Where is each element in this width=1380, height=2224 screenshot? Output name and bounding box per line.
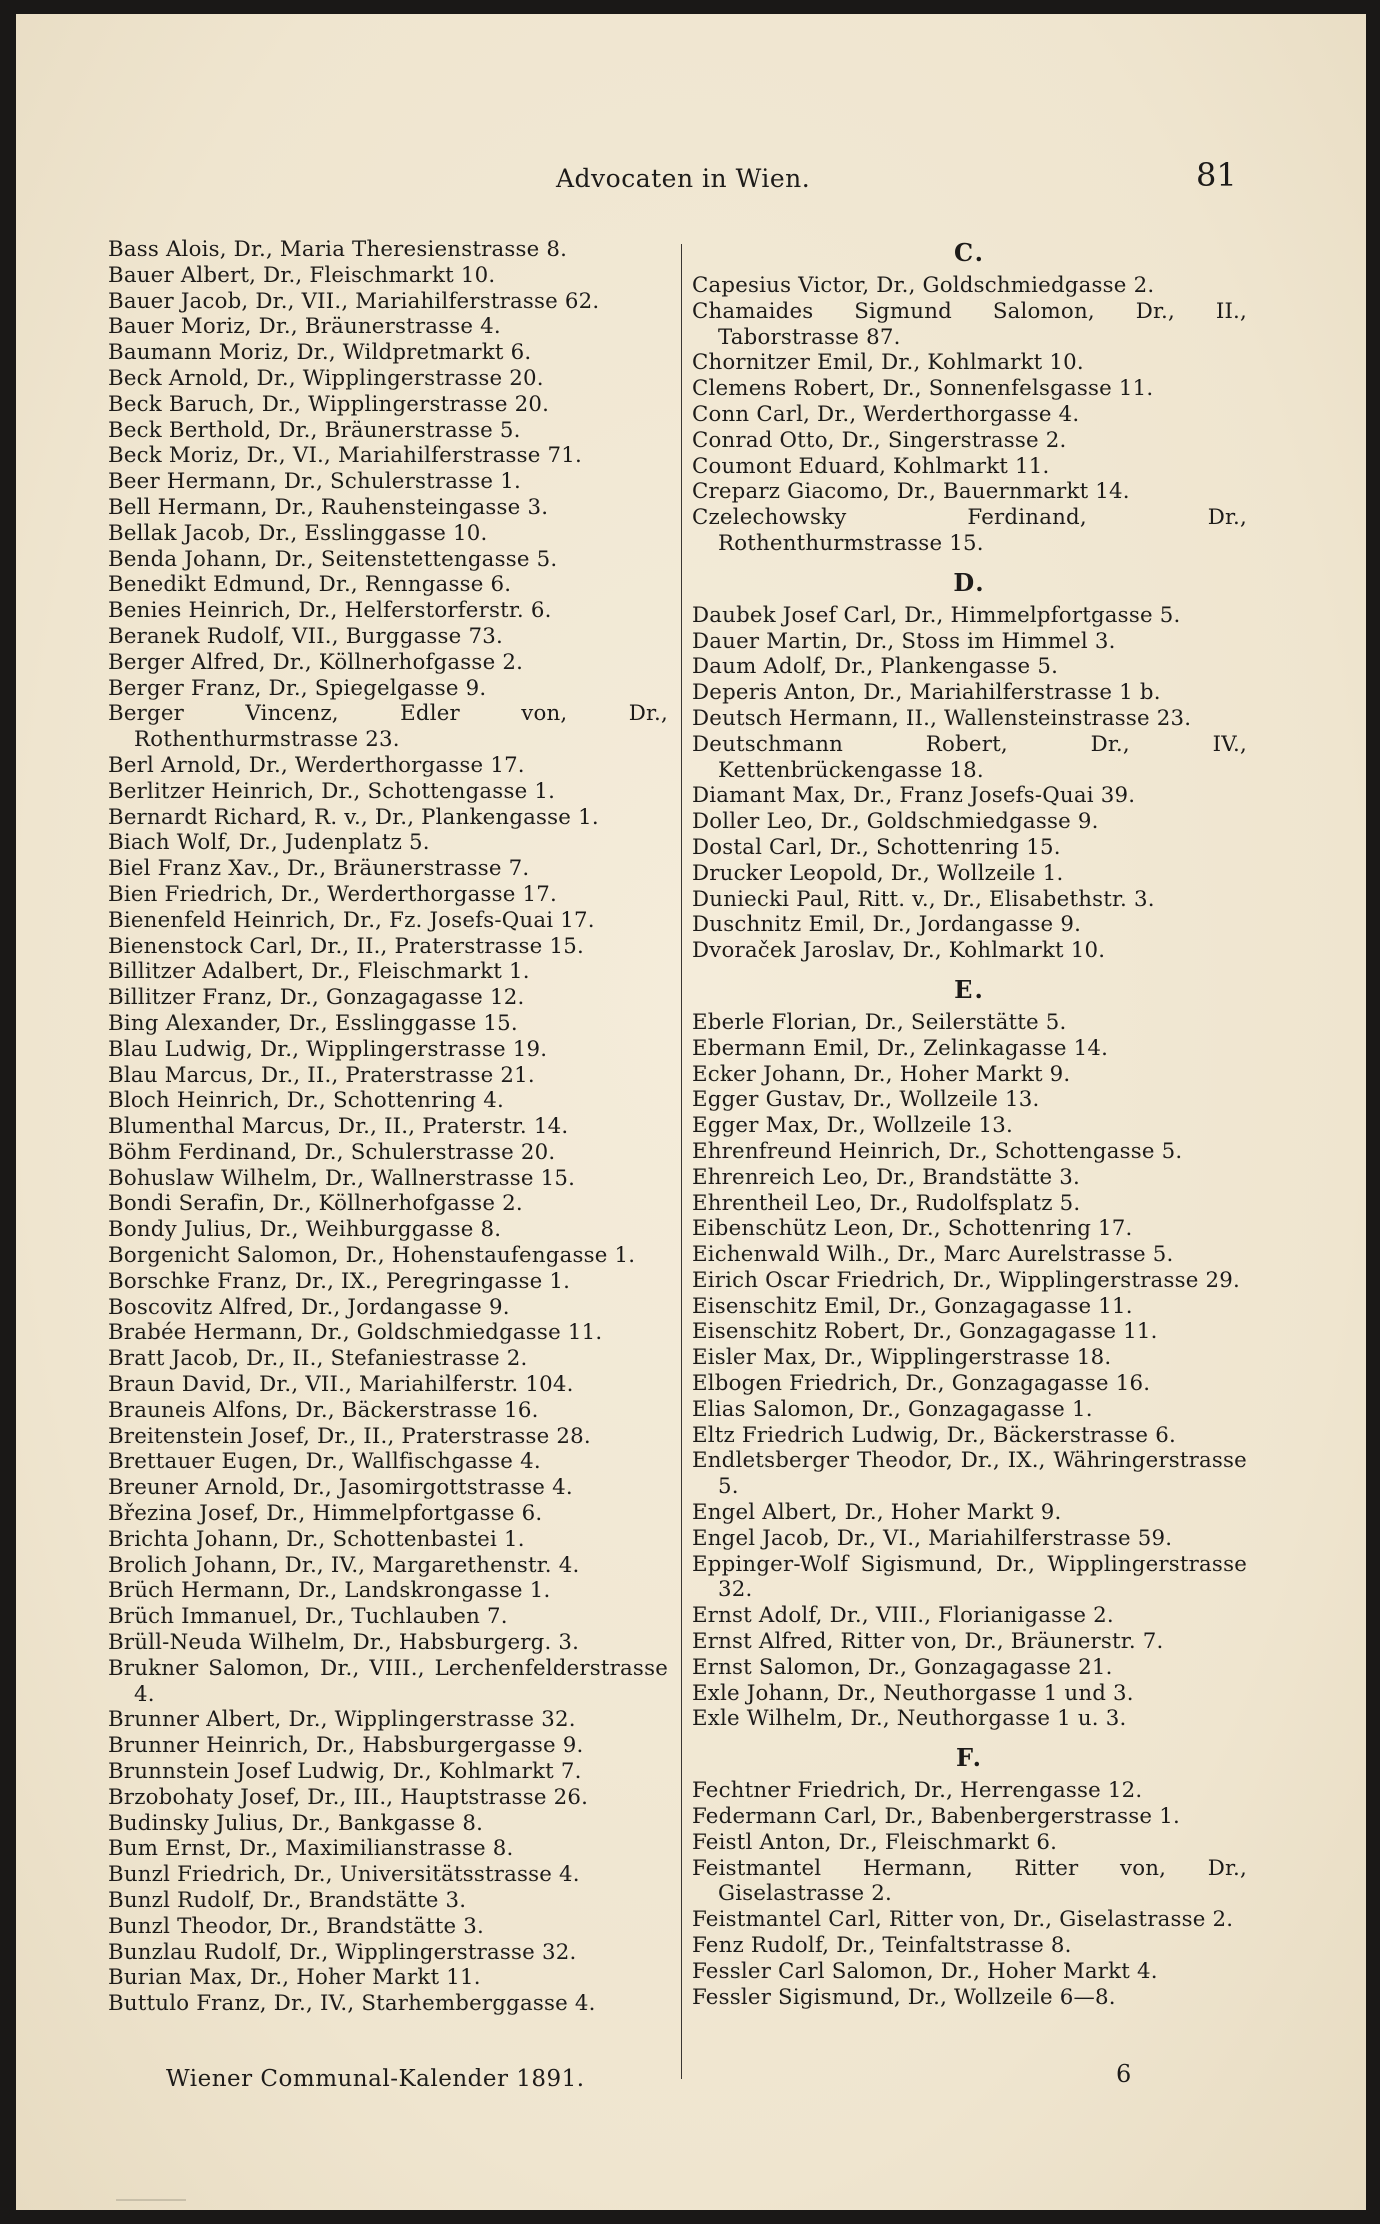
directory-entry: Brüch Hermann, Dr., Landskrongasse 1.	[108, 1578, 551, 1604]
page-title: Advocaten in Wien.	[556, 164, 811, 193]
directory-entry: Breuner Arnold, Dr., Jasomirgottstrasse 4.	[108, 1475, 573, 1501]
directory-entry: Eichenwald Wilh., Dr., Marc Aurelstrasse 5.	[692, 1242, 1174, 1268]
directory-entry: Bienenfeld Heinrich, Dr., Fz. Josefs-Quai 17.	[108, 907, 595, 933]
directory-entry: Bloch Heinrich, Dr., Schottenring 4.	[108, 1088, 504, 1114]
directory-entry: Benies Heinrich, Dr., Helferstorferstr. 6.	[108, 598, 552, 624]
directory-entry: Bunzl Rudolf, Dr., Brandstätte 3.	[108, 1888, 467, 1913]
directory-entry: Eberle Florian, Dr., Seilerstätte 5.	[692, 1009, 1067, 1035]
directory-entry: Brunnstein Josef Ludwig, Dr., Kohlmarkt 7.	[108, 1759, 582, 1785]
directory-entry: Benda Johann, Dr., Seitenstettengasse 5.	[108, 546, 558, 572]
directory-entry: Bondy Julius, Dr., Weihburggasse 8.	[108, 1217, 502, 1243]
directory-entry: Ernst Adolf, Dr., VIII., Florianigasse 2.	[692, 1603, 1114, 1629]
directory-entry: Eirich Oscar Friedrich, Dr., Wipplingerstrasse 29.	[692, 1267, 1240, 1293]
directory-entry: Bien Friedrich, Dr., Werderthorgasse 17.	[108, 881, 558, 907]
directory-entry: Exle Johann, Dr., Neuthorgasse 1 und 3.	[692, 1680, 1134, 1706]
directory-entry: Biel Franz Xav., Dr., Bräunerstrasse 7.	[108, 856, 530, 882]
directory-entry: Fechtner Friedrich, Dr., Herrengasse 12.	[692, 1778, 1143, 1804]
directory-entry: Chamaides Sigmund Salomon, Dr., II., Taborstrasse 87.	[692, 298, 1247, 350]
directory-entry: Beranek Rudolf, VII., Burggasse 73.	[108, 623, 503, 649]
directory-entry: Deutsch Hermann, II., Wallensteinstrasse 23.	[692, 705, 1192, 731]
directory-entry: Brettauer Eugen, Dr., Wallfischgasse 4.	[108, 1449, 541, 1475]
directory-entry: Daubek Josef Carl, Dr., Himmelpfortgasse 5.	[692, 602, 1181, 628]
directory-entry: Berger Alfred, Dr., Köllnerhofgasse 2.	[108, 649, 524, 675]
right-column	[692, 237, 1247, 2010]
directory-entry: Fenz Rudolf, Dr., Teinfaltstrasse 8.	[692, 1933, 1072, 1959]
directory-entry: Diamant Max, Dr., Franz Josefs-Quai 39.	[692, 783, 1136, 809]
section-letter-e: E.	[954, 974, 985, 1004]
directory-entry: Bernardt Richard, R. v., Dr., Plankengasse 1.	[108, 804, 599, 830]
section-letter-c: C.	[953, 238, 986, 267]
directory-entry: Bunzlau Rudolf, Dr., Wipplingerstrasse 32.	[108, 1939, 577, 1965]
directory-entry: Brolich Johann, Dr., IV., Margarethenstr. 4.	[108, 1552, 580, 1578]
directory-entry: Dostal Carl, Dr., Schottenring 15.	[692, 834, 1061, 860]
directory-entry: Eppinger-Wolf Sigismund, Dr., Wipplingerstrasse 32.	[692, 1551, 1247, 1603]
directory-entry: Engel Jacob, Dr., VI., Mariahilferstrasse 59.	[692, 1525, 1173, 1551]
directory-entry: Blau Ludwig, Dr., Wipplingerstrasse 19.	[108, 1036, 548, 1062]
directory-entry: Bum Ernst, Dr., Maximilianstrasse 8.	[108, 1836, 514, 1862]
section-letter-d: D.	[953, 567, 986, 597]
directory-entry: Brabée Hermann, Dr., Goldschmiedgasse 11.	[108, 1320, 603, 1346]
directory-entry: Duschnitz Emil, Dr., Jordangasse 9.	[692, 912, 1082, 938]
directory-entry: Baumann Moriz, Dr., Wildpretmarkt 6.	[108, 340, 532, 366]
directory-entry: Berger Vincenz, Edler von, Dr., Rothenthurmstrasse 23.	[108, 701, 668, 753]
directory-entry: Deperis Anton, Dr., Mariahilferstrasse 1 b.	[692, 680, 1161, 706]
directory-entry: Březina Josef, Dr., Himmelpfortgasse 6.	[108, 1501, 543, 1527]
directory-entry: Biach Wolf, Dr., Judenplatz 5.	[108, 830, 430, 856]
book-page	[16, 14, 1366, 2210]
directory-entry: Daum Adolf, Dr., Plankengasse 5.	[692, 654, 1059, 680]
section-c-entries	[692, 273, 1247, 557]
directory-entry: Deutschmann Robert, Dr., IV., Kettenbrückengasse 18.	[692, 731, 1247, 783]
directory-entry: Fessler Carl Salomon, Dr., Hoher Markt 4.	[692, 1958, 1158, 1984]
directory-entry: Brüch Immanuel, Dr., Tuchlauben 7.	[108, 1604, 508, 1630]
directory-entry: Breitenstein Josef, Dr., II., Praterstrasse 28.	[108, 1423, 591, 1449]
directory-entry: Bunzl Friedrich, Dr., Universitätsstrasse 4.	[108, 1862, 580, 1888]
directory-entry: Brzobohaty Josef, Dr., III., Hauptstrasse 26.	[108, 1784, 589, 1810]
directory-entry: Drucker Leopold, Dr., Wollzeile 1.	[692, 860, 1064, 886]
paper-mark	[116, 2199, 186, 2201]
directory-entry: Bellak Jacob, Dr., Esslinggasse 10.	[108, 520, 488, 546]
directory-entry: Egger Max, Dr., Wollzeile 13.	[692, 1113, 1014, 1139]
directory-entry: Braun David, Dr., VII., Mariahilferstr. 104.	[108, 1372, 574, 1398]
directory-entry: Borgenicht Salomon, Dr., Hohenstaufengasse 1.	[108, 1243, 636, 1269]
directory-entry: Eibenschütz Leon, Dr., Schottenring 17.	[692, 1216, 1133, 1242]
directory-entry: Bauer Albert, Dr., Fleischmarkt 10.	[108, 262, 496, 288]
directory-entry: Ernst Alfred, Ritter von, Dr., Bräunerstr. 7.	[692, 1629, 1164, 1655]
directory-entry: Feistmantel Carl, Ritter von, Dr., Giselastrasse 2.	[692, 1907, 1234, 1933]
directory-entry: Elbogen Friedrich, Dr., Gonzagagasse 16.	[692, 1371, 1151, 1397]
directory-entry: Clemens Robert, Dr., Sonnenfelsgasse 11.	[692, 376, 1154, 402]
directory-entry: Böhm Ferdinand, Dr., Schulerstrasse 20.	[108, 1139, 556, 1165]
directory-entry: Bing Alexander, Dr., Esslinggasse 15.	[108, 1010, 518, 1036]
directory-entry: Burian Max, Dr., Hoher Markt 11.	[108, 1965, 481, 1991]
directory-entry: Billitzer Adalbert, Dr., Fleischmarkt 1.	[108, 959, 530, 985]
publication-footer: Wiener Communal-Kalender 1891.	[166, 2066, 585, 2092]
directory-entry: Chornitzer Emil, Dr., Kohlmarkt 10.	[692, 350, 1084, 376]
directory-entry: Beck Berthold, Dr., Bräunerstrasse 5.	[108, 417, 521, 443]
directory-entry: Bell Hermann, Dr., Rauhensteingasse 3.	[108, 494, 549, 520]
directory-entry: Buttulo Franz, Dr., IV., Starhemberggasse 4.	[108, 1991, 596, 2017]
directory-entry: Brunner Albert, Dr., Wipplingerstrasse 32.	[108, 1707, 576, 1733]
directory-entry: Benedikt Edmund, Dr., Renngasse 6.	[108, 572, 512, 598]
directory-entry: Egger Gustav, Dr., Wollzeile 13.	[692, 1087, 1040, 1113]
directory-entry: Endletsberger Theodor, Dr., IX., Währingerstrasse 5.	[692, 1448, 1247, 1500]
section-letter-f: F.	[956, 1743, 983, 1773]
directory-entry: Beck Moriz, Dr., VI., Mariahilferstrasse 71.	[108, 443, 583, 469]
directory-entry: Elias Salomon, Dr., Gonzagagasse 1.	[692, 1396, 1093, 1422]
directory-entry: Ernst Salomon, Dr., Gonzagagasse 21.	[692, 1654, 1113, 1680]
directory-entry: Billitzer Franz, Dr., Gonzagagasse 12.	[108, 985, 525, 1011]
section-d-entries	[692, 603, 1247, 964]
directory-entry: Brüll-Neuda Wilhelm, Dr., Habsburgerg. 3.	[108, 1630, 580, 1656]
directory-entry: Eisenschitz Robert, Dr., Gonzagagasse 11.	[692, 1319, 1158, 1345]
directory-entry: Conrad Otto, Dr., Singerstrasse 2.	[692, 427, 1067, 453]
running-head	[16, 152, 1366, 212]
directory-entry: Eisler Max, Dr., Wipplingerstrasse 18.	[692, 1345, 1112, 1371]
directory-entry: Ehrenreich Leo, Dr., Brandstätte 3.	[692, 1164, 1080, 1190]
directory-entry: Brauneis Alfons, Dr., Bäckerstrasse 16.	[108, 1397, 539, 1423]
directory-entry: Doller Leo, Dr., Goldschmiedgasse 9.	[692, 809, 1099, 835]
directory-entry: Berlitzer Heinrich, Dr., Schottengasse 1.	[108, 778, 556, 804]
directory-entry: Ecker Johann, Dr., Hoher Markt 9.	[692, 1061, 1071, 1087]
directory-entry: Bondi Serafin, Dr., Köllnerhofgasse 2.	[108, 1191, 523, 1217]
directory-entry: Engel Albert, Dr., Hoher Markt 9.	[692, 1500, 1062, 1526]
directory-entry: Blumenthal Marcus, Dr., II., Praterstr. 14.	[108, 1114, 569, 1140]
directory-entry: Dvoraček Jaroslav, Dr., Kohlmarkt 10.	[692, 938, 1106, 964]
section-f-entries	[692, 1778, 1247, 2010]
directory-entry: Creparz Giacomo, Dr., Bauernmarkt 14.	[692, 479, 1130, 505]
directory-entry: Czelechowsky Ferdinand, Dr., Rothenthurmstrasse 15.	[692, 505, 1247, 556]
directory-entry: Federmann Carl, Dr., Babenbergerstrasse 1.	[692, 1804, 1180, 1830]
directory-entry: Bohuslaw Wilhelm, Dr., Wallnerstrasse 15.	[108, 1165, 576, 1191]
directory-entry: Bauer Moriz, Dr., Bräunerstrasse 4.	[108, 314, 501, 340]
directory-entry: Exle Wilhelm, Dr., Neuthorgasse 1 u. 3.	[692, 1706, 1127, 1732]
directory-entry: Beer Hermann, Dr., Schulerstrasse 1.	[108, 469, 521, 495]
directory-entry: Ebermann Emil, Dr., Zelinkagasse 14.	[692, 1035, 1109, 1061]
directory-entry: Eltz Friedrich Ludwig, Dr., Bäckerstrasse 6.	[692, 1422, 1176, 1448]
directory-entry: Ehrentheil Leo, Dr., Rudolfsplatz 5.	[692, 1190, 1081, 1216]
directory-entry: Berger Franz, Dr., Spiegelgasse 9.	[108, 675, 487, 701]
section-e-entries	[692, 1010, 1247, 1732]
directory-entry: Conn Carl, Dr., Werderthorgasse 4.	[692, 401, 1080, 427]
directory-entry: Feistmantel Hermann, Ritter von, Dr., Giselastrasse 2.	[692, 1855, 1247, 1907]
directory-entry: Feistl Anton, Dr., Fleischmarkt 6.	[692, 1829, 1058, 1855]
directory-entry: Bunzl Theodor, Dr., Brandstätte 3.	[108, 1913, 484, 1939]
left-column	[108, 237, 668, 2017]
directory-entry: Bratt Jacob, Dr., II., Stefaniestrasse 2.	[108, 1346, 528, 1372]
directory-entry: Bass Alois, Dr., Maria Theresienstrasse 8.	[108, 237, 568, 262]
directory-entry: Brukner Salomon, Dr., VIII., Lerchenfelderstrasse 4.	[108, 1655, 668, 1707]
directory-entry: Coumont Eduard, Kohlmarkt 11.	[692, 453, 1050, 479]
directory-entry: Capesius Victor, Dr., Goldschmiedgasse 2.	[692, 273, 1155, 298]
directory-entry: Dauer Martin, Dr., Stoss im Himmel 3.	[692, 628, 1116, 654]
directory-entry: Boscovitz Alfred, Dr., Jordangasse 9.	[108, 1294, 510, 1320]
directory-entry: Brichta Johann, Dr., Schottenbastei 1.	[108, 1526, 525, 1552]
directory-entry: Fessler Sigismund, Dr., Wollzeile 6—8.	[692, 1984, 1116, 2010]
directory-entry: Budinsky Julius, Dr., Bankgasse 8.	[108, 1810, 484, 1836]
directory-entry: Eisenschitz Emil, Dr., Gonzagagasse 11.	[692, 1293, 1133, 1319]
directory-entry: Duniecki Paul, Ritt. v., Dr., Elisabethstr. 3.	[692, 886, 1155, 912]
directory-entry: Bauer Jacob, Dr., VII., Mariahilferstrasse 62.	[108, 288, 600, 314]
signature-mark: 6	[1116, 2060, 1132, 2088]
directory-entry: Beck Arnold, Dr., Wipplingerstrasse 20.	[108, 365, 544, 391]
column-divider	[681, 244, 682, 2079]
directory-entry: Beck Baruch, Dr., Wipplingerstrasse 20.	[108, 391, 550, 417]
directory-entry: Blau Marcus, Dr., II., Praterstrasse 21.	[108, 1062, 535, 1088]
page-number: 81	[1196, 156, 1237, 194]
directory-entry: Berl Arnold, Dr., Werderthorgasse 17.	[108, 752, 525, 778]
directory-entry: Bienenstock Carl, Dr., II., Praterstrasse 15.	[108, 933, 584, 959]
directory-entry: Ehrenfreund Heinrich, Dr., Schottengasse 5.	[692, 1138, 1183, 1164]
directory-entry: Borschke Franz, Dr., IX., Peregringasse 1.	[108, 1268, 571, 1294]
directory-entry: Brunner Heinrich, Dr., Habsburgergasse 9.	[108, 1733, 584, 1759]
